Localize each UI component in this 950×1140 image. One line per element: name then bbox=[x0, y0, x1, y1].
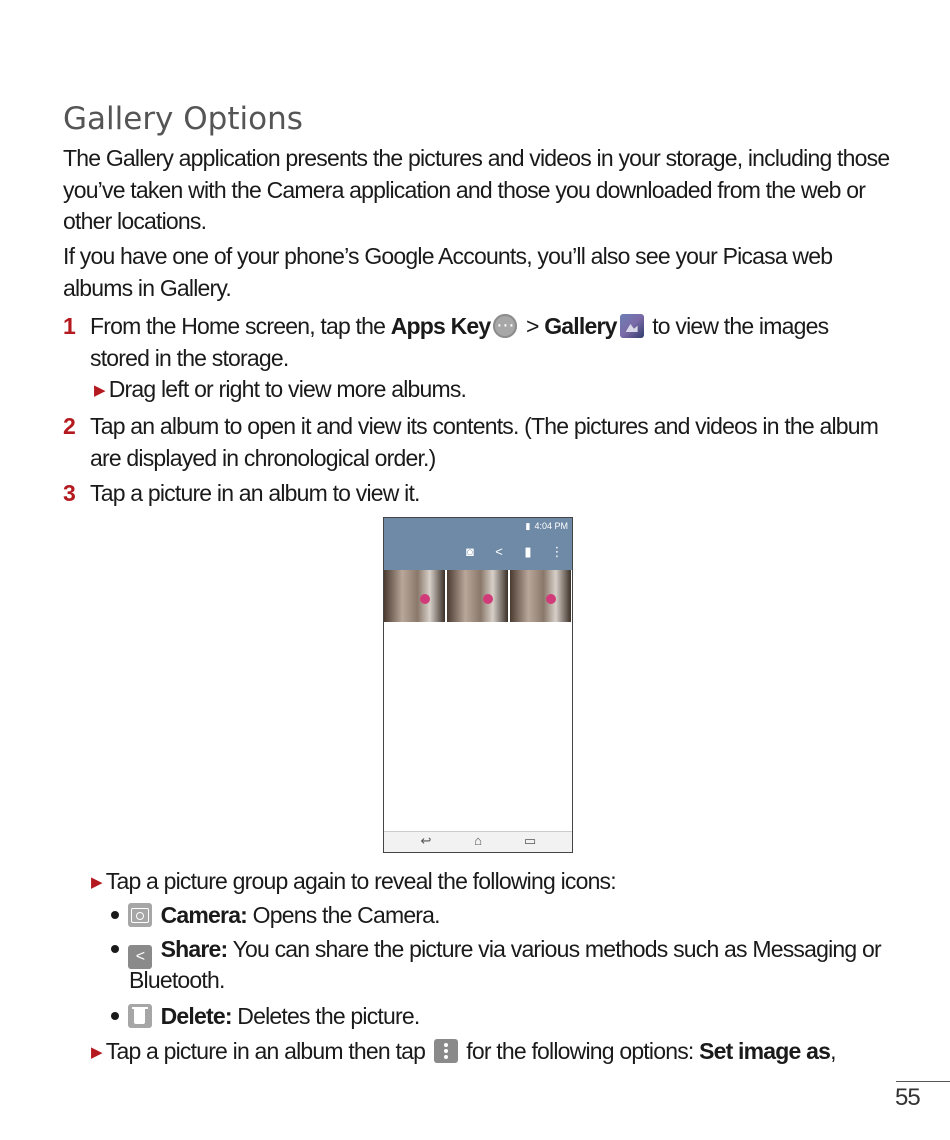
option-label: Delete: bbox=[160, 1003, 232, 1029]
phone-screenshot bbox=[383, 517, 573, 853]
menu-line-pre: Tap a picture in an album then tap bbox=[105, 1038, 431, 1064]
apps-key-icon bbox=[493, 314, 517, 338]
picture-thumbnail[interactable] bbox=[384, 570, 445, 622]
bullet bbox=[111, 945, 119, 953]
step-number: 2 bbox=[63, 413, 75, 439]
picture-thumbnail[interactable] bbox=[447, 570, 508, 622]
gallery-label: Gallery bbox=[544, 313, 617, 339]
separator: > bbox=[520, 313, 545, 339]
bullet bbox=[111, 911, 119, 919]
status-time: 4:04 PM bbox=[534, 521, 568, 531]
camera-icon[interactable]: ◙ bbox=[466, 544, 474, 559]
arrow-icon: ▶ bbox=[91, 874, 102, 891]
step-1-post: to view the images stored in the storage. bbox=[90, 313, 829, 371]
overflow-menu-icon[interactable]: ⋮ bbox=[550, 544, 564, 559]
option-delete bbox=[111, 1001, 419, 1033]
option-desc: Deletes the picture. bbox=[231, 1003, 420, 1029]
bullet bbox=[111, 1012, 119, 1020]
option-share bbox=[111, 934, 881, 969]
step-1-pre: From the Home screen, tap the bbox=[90, 313, 391, 339]
home-icon[interactable]: ⌂ bbox=[474, 833, 482, 848]
signal-icon: ▮ bbox=[525, 521, 531, 531]
share-icon: < bbox=[128, 945, 152, 969]
delete-icon bbox=[128, 1004, 152, 1028]
tap-group-line bbox=[91, 866, 616, 901]
gallery-icon bbox=[620, 314, 644, 338]
step-number: 1 bbox=[63, 313, 75, 339]
section-title: Gallery Options bbox=[63, 101, 303, 137]
camera-icon bbox=[128, 903, 152, 927]
apps-key-label: Apps Key bbox=[390, 313, 491, 339]
option-share-cont: Bluetooth. bbox=[129, 967, 225, 993]
option-label: Share: bbox=[160, 936, 228, 962]
menu-line-bold: Set image as bbox=[699, 1038, 831, 1064]
step-text: Tap an album to open it and view its contents. (The pictures and videos in the album are displayed in chronological order.) bbox=[90, 413, 879, 471]
sub-step bbox=[94, 374, 890, 409]
share-icon[interactable]: < bbox=[495, 544, 503, 559]
menu-line-post: for the following options: bbox=[460, 1038, 700, 1064]
step-text bbox=[90, 311, 890, 409]
step-text: Tap a picture in an album to view it. bbox=[90, 480, 420, 506]
action-bar bbox=[384, 534, 572, 570]
tap-group-text: Tap a picture group again to reveal the following icons: bbox=[105, 868, 616, 894]
sub-step-text: Drag left or right to view more albums. bbox=[108, 376, 467, 402]
thumbnail-strip bbox=[384, 570, 572, 622]
intro-paragraph-1: The Gallery application presents the pictures and videos in your storage, including those you’ve taken with the Camera application and those you downloaded from the web or other locations. bbox=[63, 145, 890, 234]
menu-line-tail: , bbox=[830, 1038, 836, 1064]
option-desc: Opens the Camera. bbox=[247, 902, 440, 928]
recent-apps-icon[interactable]: ▭ bbox=[523, 833, 537, 848]
option-desc: You can share the picture via various methods such as Messaging or bbox=[227, 936, 881, 962]
page-number-rule bbox=[896, 1081, 950, 1082]
back-icon[interactable]: ↩ bbox=[420, 833, 432, 848]
step-number: 3 bbox=[63, 480, 75, 506]
arrow-icon: ▶ bbox=[94, 382, 105, 399]
delete-icon[interactable]: ▮ bbox=[524, 544, 532, 559]
picture-thumbnail[interactable] bbox=[510, 570, 571, 622]
status-bar bbox=[384, 518, 572, 534]
navigation-bar bbox=[384, 831, 572, 852]
arrow-icon: ▶ bbox=[91, 1044, 102, 1061]
option-camera bbox=[111, 900, 440, 932]
page-number: 55 bbox=[895, 1084, 920, 1111]
intro-paragraph-2: If you have one of your phone’s Google Accounts, you’ll also see your Picasa web albums in Gallery. bbox=[63, 243, 833, 301]
option-label: Camera: bbox=[160, 902, 248, 928]
menu-options-line bbox=[91, 1036, 836, 1071]
overflow-menu-icon bbox=[434, 1039, 458, 1063]
